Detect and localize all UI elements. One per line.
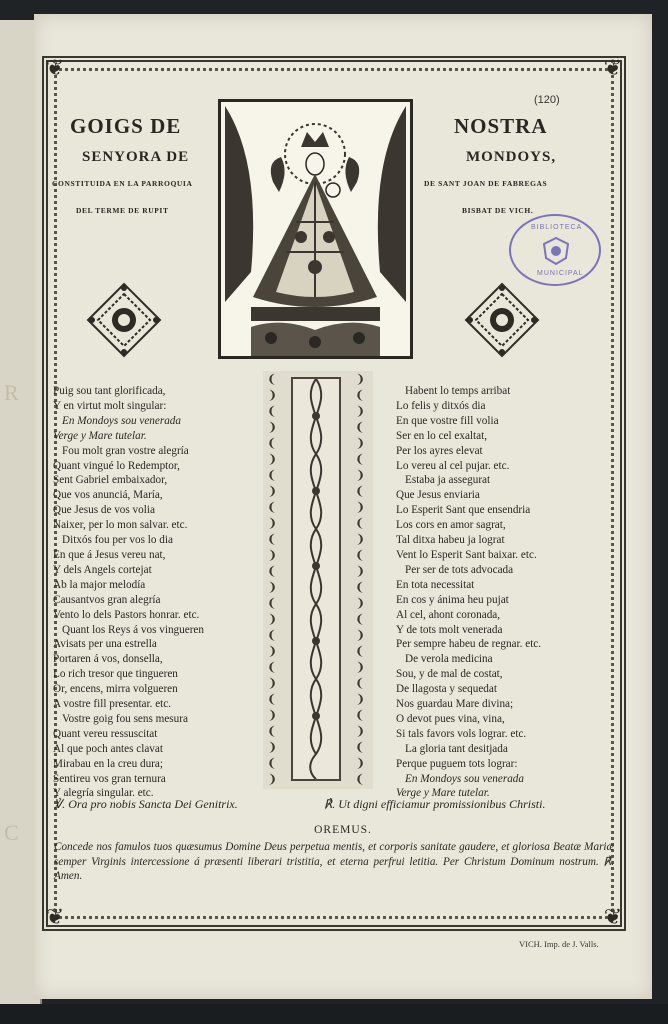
- verse-line: Vento lo dels Pastors honrar. etc.: [53, 608, 200, 621]
- verse-line: Sentireu vos gran ternura: [53, 772, 166, 785]
- stamp-text-top: BIBLIOTECA: [531, 224, 583, 231]
- facing-page-ghost-letter: C: [4, 820, 19, 845]
- header-line-left-1: CONSTITUIDA EN LA PARROQUIA: [52, 179, 193, 188]
- verse-line: La gloria tant desitjada: [405, 742, 508, 755]
- verse-line: Que Jesus enviaria: [396, 489, 480, 502]
- header-line-right-2: BISBAT DE VICH.: [462, 206, 534, 215]
- verse-line: Fou molt gran vostre alegría: [62, 444, 189, 457]
- verse-line: Puig sou tant glorificada,: [53, 385, 166, 397]
- header-line-right-1: DE SANT JOAN DE FABREGAS: [424, 179, 548, 188]
- border-corner-ornament: ❦: [45, 905, 65, 930]
- verse-line: O devot pues vina, vina,: [396, 712, 505, 725]
- closing-prayer: Concede nos famulos tuos quæsumus Domine Deus perpetua mentis, et corporis sanitate gaudere, et gloriosa Beatæ Mariæ semper Virginis intercessione á præsenti liberari tristitia, et eterna perfrui letitia. Per Christum Dominum nostrum. ℟. Amen.: [54, 841, 614, 882]
- verse-line: Verge y Mare tutelar.: [396, 787, 490, 800]
- verses-right-column: [396, 384, 541, 801]
- verse-line: Verge y Mare tutelar.: [53, 429, 147, 442]
- verse-line: Lo vereu al cel pujar. etc.: [396, 459, 510, 472]
- verse-line: En tota necessitat: [396, 578, 475, 591]
- verse-line: Causantvos gran alegría: [53, 593, 161, 606]
- library-stamp: [509, 214, 601, 286]
- verse-line: Al cel, ahont coronada,: [396, 608, 501, 621]
- verse-line: Ab la major melodía: [53, 578, 146, 591]
- verse-line: Or, encens, mirra volgueren: [53, 683, 178, 696]
- verse-line: Tal ditxa habeu ja lograt: [396, 534, 505, 547]
- verse-line: Al que poch antes clavat: [53, 742, 163, 755]
- verse-line: Y en virtut molt singular:: [53, 399, 167, 412]
- strip-border-right: ❩ ❨ ❩ ❨ ❩ ❨ ❩ ❨ ❩ ❨ ❩ ❨ ❩ ❨ ❩ ❨ ❩ ❨ ❩ ❨ ❩ ❨ ❩ ❨ ❩ ❨: [355, 372, 366, 786]
- verse-line: Vent lo Esperit Sant baixar. etc.: [396, 548, 537, 561]
- verse-line: Estaba ja assegurat: [405, 474, 491, 487]
- border-corner-ornament: ❦: [45, 56, 65, 81]
- verse-line: Lo Esperit Sant que ensendria: [396, 504, 531, 517]
- verse-line: Que Jesus de vos volia: [53, 504, 155, 517]
- verse-line: Ser en lo cel exaltat,: [396, 429, 488, 442]
- central-ornamental-panel: [291, 377, 341, 781]
- verse-line: Quant los Reys á vos vingueren: [62, 623, 204, 636]
- verse-line: Lo felis y ditxós dia: [396, 399, 486, 412]
- printer-imprint: VICH. Imp. de J. Valls.: [519, 939, 599, 949]
- virgin-woodcut-image: [218, 99, 413, 359]
- verse-line: Los cors en amor sagrat,: [396, 519, 506, 532]
- verse-line: Habent lo temps arribat: [405, 385, 511, 397]
- verse-line: Per ser de tots advocada: [405, 563, 514, 576]
- verse-line: En que vostre fill volia: [396, 414, 499, 427]
- stamp-text-bottom: MUNICIPAL: [537, 270, 584, 277]
- header-line-left-2: DEL TERME DE RUPIT: [76, 206, 169, 215]
- verse-line: Per los ayres elevat: [396, 444, 483, 457]
- verse-line: En cos y ánima heu pujat: [396, 593, 509, 606]
- rosette-ornament-left: [86, 282, 162, 358]
- verse-line: Per sempre habeu de regnar. etc.: [396, 638, 542, 651]
- title-right: NOSTRA: [454, 114, 548, 138]
- verse-line: En Mondoys sou venerada: [405, 772, 524, 785]
- verse-line: Quant vereu ressuscitat: [53, 727, 158, 740]
- verse-line: Nos guardau Mare divina;: [396, 698, 514, 711]
- verse-line: Vostre goig fou sens mesura: [62, 712, 188, 725]
- border-corner-ornament: ❦: [603, 905, 623, 930]
- facing-page-ghost-letter: R: [4, 380, 19, 405]
- verse-line: Que vos anunciá, María,: [53, 489, 163, 502]
- scan-background-bottom: [0, 1004, 668, 1024]
- title-left: GOIGS DE: [70, 114, 182, 138]
- versicle: ℣. Ora pro nobis Sancta Dei Genitrix.: [54, 797, 238, 811]
- subtitle-left: SENYORA DE: [82, 149, 190, 165]
- verse-line: Avisats per una estrella: [53, 638, 157, 651]
- oremus-heading: OREMUS.: [314, 824, 372, 836]
- stamp-crest-icon: [541, 236, 571, 266]
- verse-line: Portaren á vos, donsella,: [53, 653, 163, 666]
- strip-border-left: ❨ ❩ ❨ ❩ ❨ ❩ ❨ ❩ ❨ ❩ ❨ ❩ ❨ ❩ ❨ ❩ ❨ ❩ ❨ ❩ ❨ ❩ ❨ ❩ ❨ ❩: [267, 372, 278, 786]
- verse-line: Perque puguem tots lograr:: [396, 757, 518, 770]
- verse-line: Y de tots molt venerada: [396, 623, 503, 636]
- verse-line: Naixer, per lo mon salvar. etc.: [53, 519, 188, 532]
- verse-line: Mirabau en la creu dura;: [53, 757, 163, 770]
- handwritten-page-number: (120): [534, 94, 560, 106]
- central-ornamental-strip: [263, 371, 373, 789]
- verse-line: Y dels Angels cortejat: [53, 563, 152, 576]
- verse-line: A vostre fill presentar. etc.: [53, 698, 172, 711]
- broadsheet-page: [34, 14, 652, 999]
- rosette-ornament-right: [464, 282, 540, 358]
- verse-line: Lo rich tresor que tingueren: [53, 668, 178, 681]
- verse-line: Sou, y de mal de costat,: [396, 668, 503, 681]
- verses-left-column: [53, 384, 204, 801]
- verse-line: Ditxós fou per vos lo dia: [62, 534, 173, 547]
- verse-line: Sent Gabriel embaixador,: [53, 474, 168, 487]
- verse-line: Si tals favors vols lograr. etc.: [396, 727, 527, 740]
- response: ℟. Ut digni efficiamur promissionibus Christi.: [324, 797, 546, 811]
- verse-line: De verola medicina: [405, 653, 493, 666]
- verse-line: Quant vingué lo Redemptor,: [53, 459, 180, 472]
- subtitle-right: MONDOYS,: [466, 149, 557, 165]
- verse-line: De llagosta y sequedat: [396, 683, 497, 696]
- verse-line: En que á Jesus vereu nat,: [53, 548, 166, 561]
- verse-line: Y alegría singular. etc.: [53, 787, 154, 800]
- border-corner-ornament: ❦: [603, 56, 623, 81]
- verse-line: En Mondoys sou venerada: [62, 414, 181, 427]
